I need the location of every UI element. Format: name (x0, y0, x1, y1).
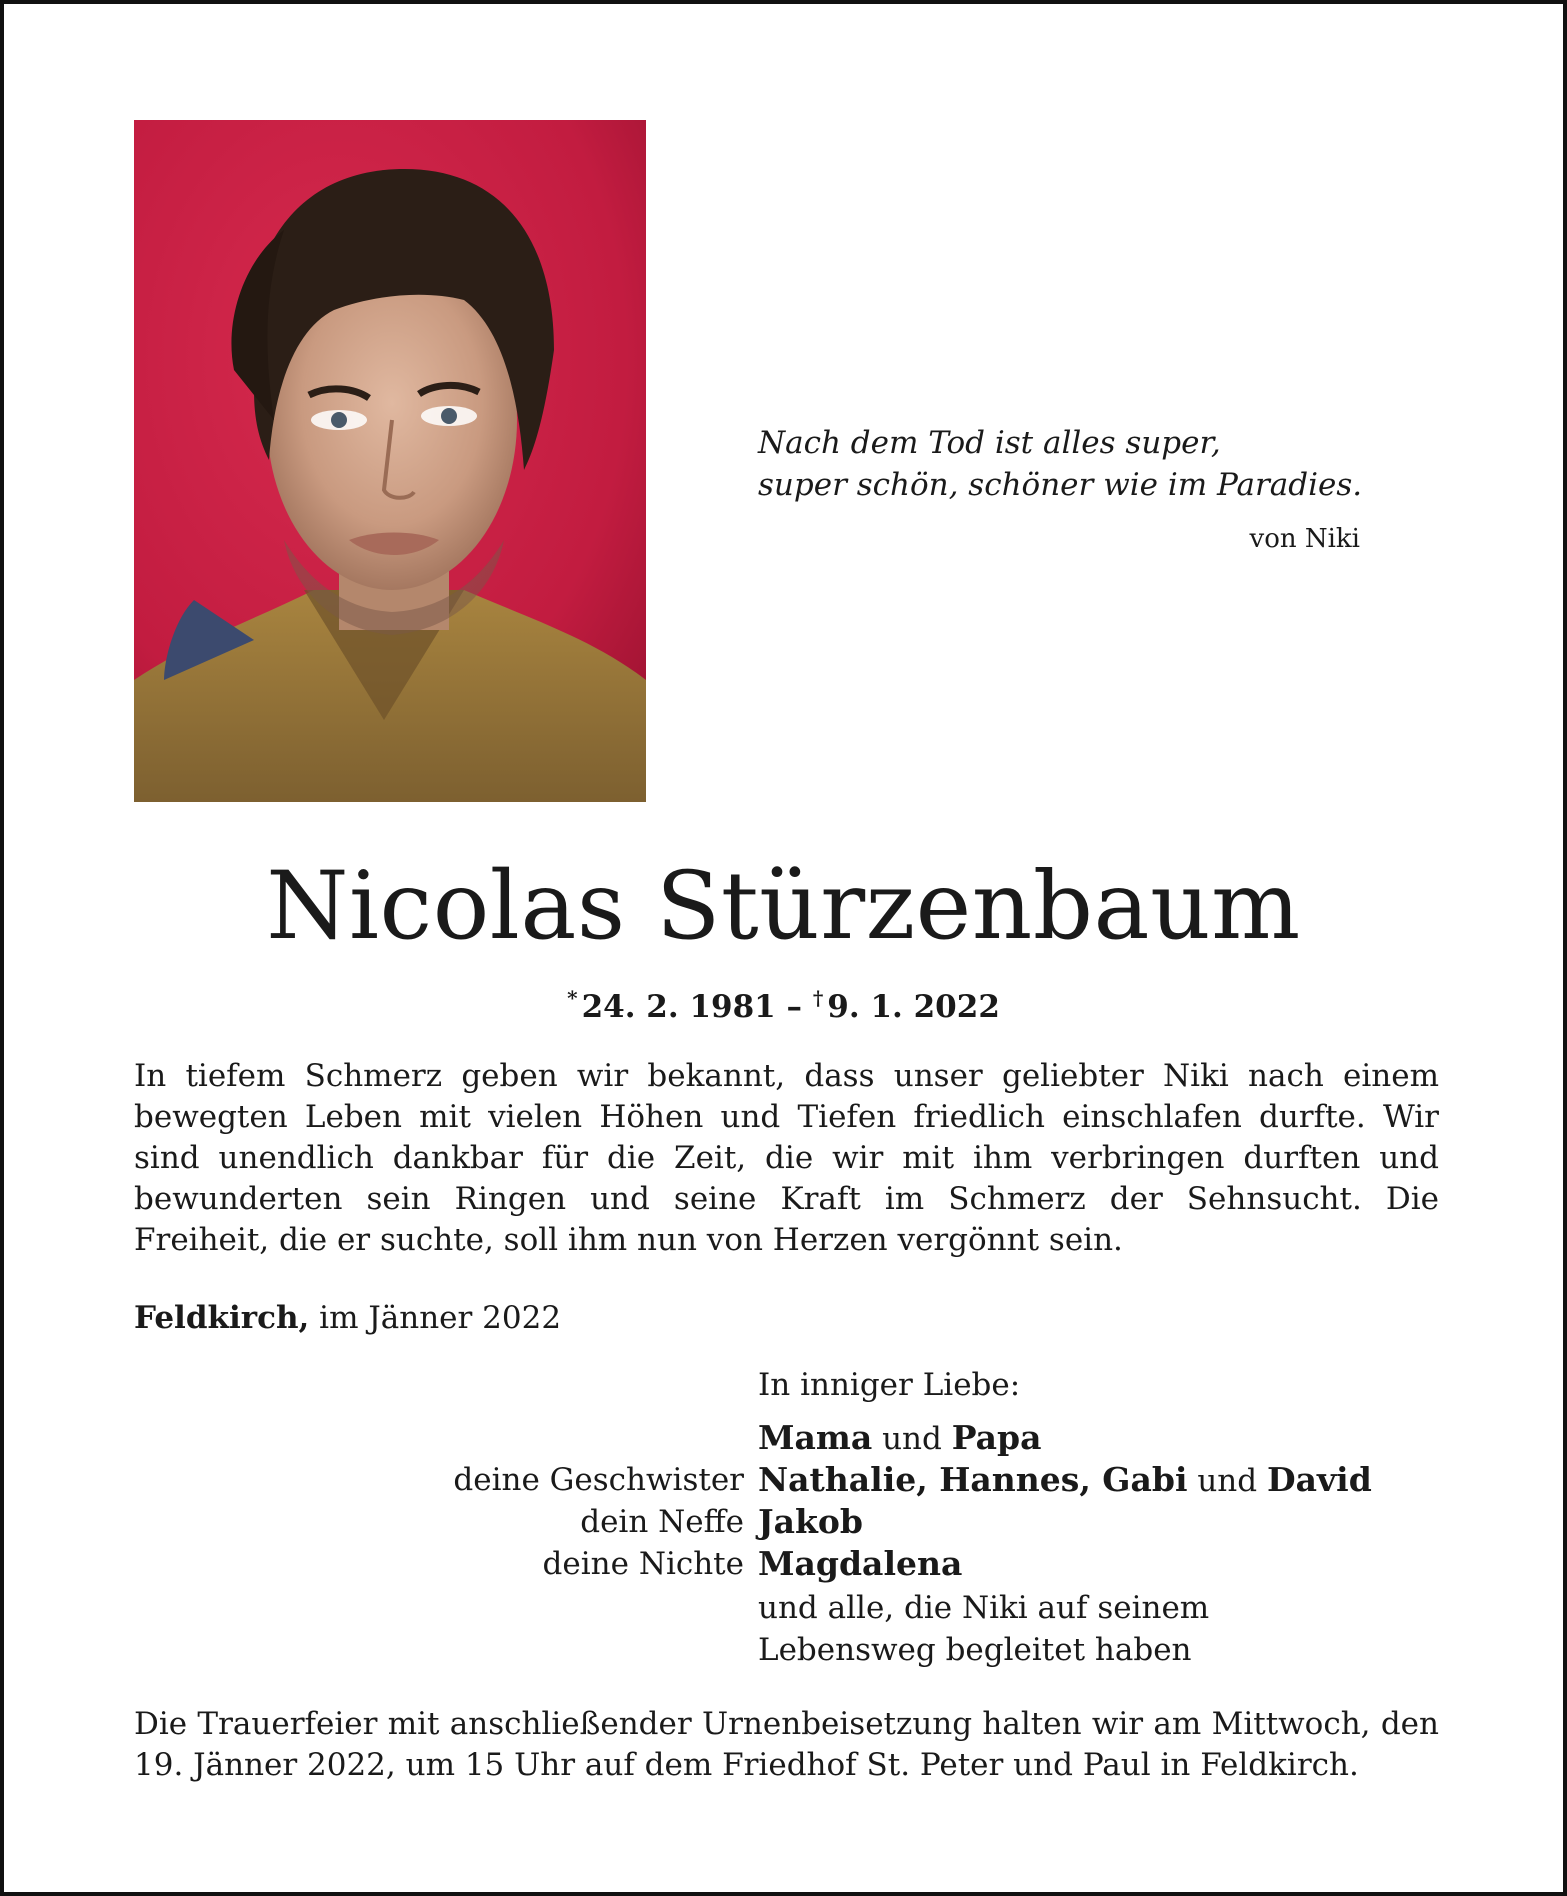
siblings-label: deine Geschwister (453, 1462, 744, 1498)
mourner-row-siblings (4, 1459, 1504, 1501)
closing-line-1: und alle, die Niki auf seinem (758, 1590, 1210, 1626)
portrait-photo (134, 120, 646, 802)
place-date: im Jänner 2022 (319, 1300, 562, 1336)
nephew-label: dein Neffe (580, 1504, 744, 1540)
announcement-text: In tiefem Schmerz geben wir bekannt, dass unser geliebter Niki nach einem bewegten Leben mit vielen Höhen und Tiefen friedlich einschlafen durfte. Wir sind unendlich dankbar für die Zeit, die wir mit ihm verbringen durften und bewunderten sein Ringen und seine Kraft im Schmerz der Sehnsucht. Die Freiheit, die er suchte, soll ihm nun von Herzen vergönnt sein. (134, 1058, 1439, 1258)
siblings-conjunction: und (1197, 1463, 1258, 1499)
place-and-date (134, 1298, 561, 1339)
memorial-quote (758, 422, 1378, 506)
mourners-closing (758, 1587, 1209, 1671)
nephew-name: Jakob (758, 1502, 863, 1541)
mourner-row-parents (4, 1417, 1504, 1459)
place-city: Feldkirch, (134, 1300, 310, 1336)
parent-name-mama: Mama (758, 1418, 873, 1457)
life-dates (4, 978, 1563, 1027)
quote-author: von Niki (1249, 524, 1360, 554)
sibling-name-last: David (1266, 1460, 1372, 1499)
closing-line-2: Lebensweg begleitet haben (758, 1632, 1192, 1668)
birth-star-symbol: * (567, 986, 578, 1010)
siblings-names: Nathalie, Hannes, Gabi (758, 1460, 1188, 1499)
date-separator: – (786, 989, 803, 1025)
parents-conjunction: und (882, 1421, 942, 1457)
mourner-row-nephew (4, 1501, 1504, 1543)
mourners-heading: In inniger Liebe: (758, 1367, 1021, 1403)
birth-date: 24. 2. 1981 (581, 989, 776, 1025)
death-cross-symbol: † (812, 986, 824, 1010)
niece-name: Magdalena (758, 1544, 963, 1583)
funeral-information: Die Trauerfeier mit anschließender Urnenbeisetzung halten wir am Mittwoch, den 19. Jänner 2022, um 15 Uhr auf dem Friedhof St. Peter und Paul in Feldkirch. (134, 1706, 1439, 1783)
mourner-row-niece (4, 1543, 1504, 1585)
quote-line-1: Nach dem Tod ist alles super, (758, 425, 1221, 461)
niece-label: deine Nichte (542, 1546, 744, 1582)
mourners-list (4, 1417, 1504, 1585)
deceased-name: Nicolas Stürzenbaum (266, 852, 1301, 961)
death-date: 9. 1. 2022 (827, 989, 1000, 1025)
quote-line-2: super schön, schöner wie im Paradies. (758, 467, 1363, 503)
parent-name-papa: Papa (951, 1418, 1042, 1457)
